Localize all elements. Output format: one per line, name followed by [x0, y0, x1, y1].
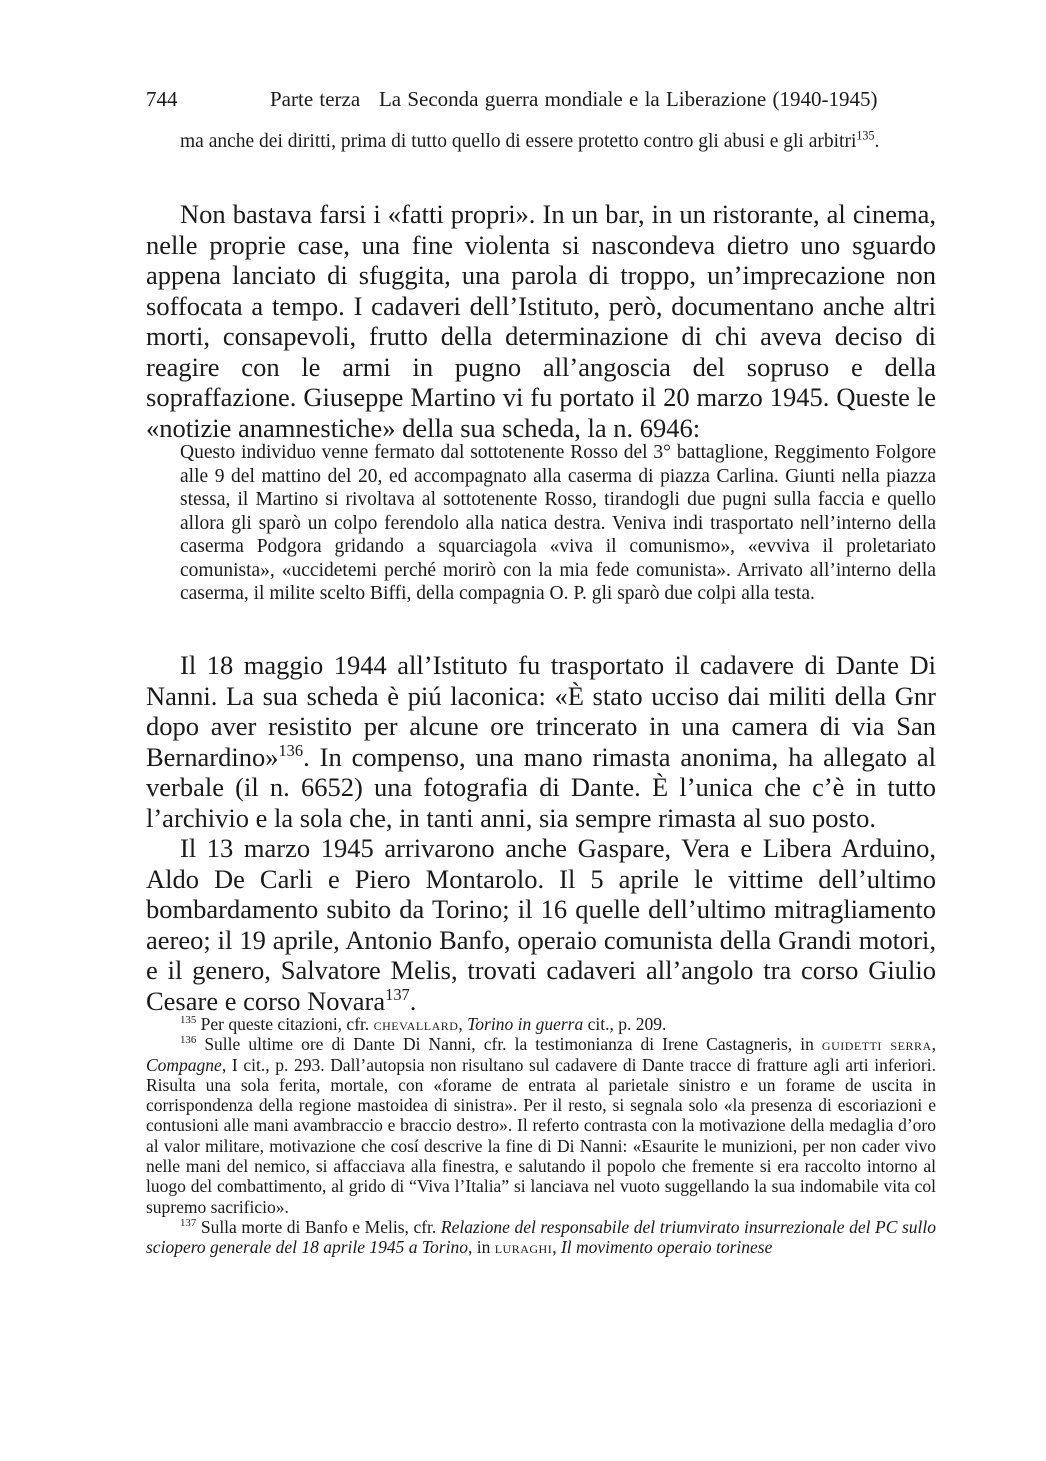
- footnote-number: 135: [180, 1014, 197, 1027]
- footnote-separator: ,: [552, 1237, 561, 1258]
- footnote-text: , I cit., p. 293. Dall’autopsia non risultano sul cadavere di Dante tracce di fratture agli arti inferiori. Risulta una sola ferita, mortale, con «forame de entrata al parietale sinistro e un forame de uscita in corrispondenza della regione mastoidea di sinistra». Per il resto, si segnala solo «la presenza di escoriazioni e contusioni alle mani avambraccio e braccio destro». Il referto contrasta con la motivazione della medaglia d’oro al valor militare, motivazione che cosí descrive la fine di Di Nanni: «Esaurite le munizioni, per non cader vivo nelle mani del nemico, si affacciava alla finestra, e salutando il popolo che fremente si era raccolto intorno al luogo del combattimento, al grido di “Viva l’Italia” si lanciava nel vuoto suggellando la sua indomabile vita col supremo sacrificio».: [146, 1054, 936, 1217]
- footnote-137: [146, 1217, 936, 1258]
- footnote-136: [146, 1034, 936, 1217]
- paragraph-2-text-a: Il 18 maggio 1944 all’Istituto fu trasportato il cadavere di Dante Di Nanni. La sua scheda è piú laconica: «È stato ucciso dai militi della Gnr dopo aver resistito per alcune ore trincerato in una camera di via San Bernardino»: [146, 650, 936, 772]
- footnotes: [146, 1014, 936, 1258]
- block-quote-continued: [180, 130, 936, 154]
- footnote-ref-137: 137: [385, 984, 410, 1004]
- body-paragraph-1: Non bastava farsi i «fatti propri». In un bar, in un ristorante, al cinema, nelle proprie case, una fine violenta si nascondeva dietro uno sguardo appena lanciato di sfuggita, una parola di troppo, un’imprecazione non soffocata a tempo. I cadaveri dell’Istituto, però, documentano anche altri morti, consapevoli, frutto della determinazione di chi aveva deciso di reagire con le armi in pugno all’angoscia del sopruso e della sopraffazione. Giuseppe Martino vi fu portato il 20 marzo 1945. Queste le «notizie anamnestiche» della sua scheda, la n. 6946:: [146, 199, 936, 443]
- quote-text: ma anche dei diritti, prima di tutto quello di essere protetto contro gli abusi e gli arbitri: [180, 131, 857, 152]
- footnote-ref-135: 135: [856, 128, 875, 143]
- footnote-title: Torino in guerra: [467, 1014, 584, 1034]
- paragraph-2-text-b: . In compenso, una mano rimasta anonima, ha allegato al verbale (il n. 6652) una fotografia di Dante. È l’unica che c’è in tutto l’archivio e la sola che, in tanti anni, sia sempre rimasta al suo posto.: [146, 741, 936, 833]
- footnote-title: Compagne: [146, 1054, 222, 1075]
- footnote-separator: ,: [458, 1014, 468, 1034]
- footnote-number: 137: [180, 1217, 197, 1230]
- footnote-author: chevallard: [373, 1014, 459, 1034]
- page-number: 744: [146, 87, 178, 111]
- footnote-text: Sulla morte di Banfo e Melis, cfr.: [196, 1216, 441, 1237]
- paragraph-3-text: Il 13 marzo 1945 arrivarono anche Gaspare, Vera e Libera Arduino, Aldo De Carli e Piero Montarolo. Il 5 aprile le vittime dell’ultimo bombardamento subito da Torino; il 16 quelle dell’ultimo mitragliamento aereo; il 19 aprile, Antonio Banfo, operaio comunista della Grandi motori, e il genero, Salvatore Melis, trovati cadaveri all’angolo tra corso Giulio Cesare e corso Novara: [146, 833, 936, 1016]
- block-quote-martino: Questo individuo venne fermato dal sottotenente Rosso del 3° battaglione, Reggimento Folgore alle 9 del mattino del 20, ed accompagnato alla caserma di piazza Carlina. Giunti nella piazza stessa, il Martino si rivoltava al sottotenente Rosso, tirandogli due pugni sulla faccia e quello allora gli sparò un colpo ferendolo alla natica destra. Veniva indi trasportato nell’interno della caserma Podgora gridando a squarciagola «viva il comunismo», «evviva il proletariato comunista», «uccidetemi perché morirò con la mia fede comunista». Arrivato all’interno della caserma, il milite scelto Biffi, della compagnia O. P. gli sparò due colpi alla testa.: [180, 442, 936, 604]
- body-section-2: [146, 650, 936, 1016]
- quote-end: .: [874, 131, 880, 152]
- body-paragraph-2: [146, 650, 936, 833]
- body-paragraph-3: [146, 833, 936, 1016]
- footnote-separator: ,: [931, 1034, 936, 1055]
- footnote-text: Per queste citazioni, cfr.: [196, 1014, 374, 1034]
- footnote-ref-136: 136: [278, 740, 304, 760]
- running-title: Parte terza La Seconda guerra mondiale e la Liberazione (1940-1945): [270, 87, 878, 111]
- footnote-text: cit., p. 209.: [583, 1014, 667, 1034]
- footnote-text: Sulle ultime ore di Dante Di Nanni, cfr. la testimonianza di Irene Castagneris, in: [196, 1034, 822, 1055]
- footnote-number: 136: [180, 1034, 197, 1047]
- footnote-author: luraghi: [494, 1237, 553, 1258]
- footnote-135: [146, 1014, 936, 1034]
- paragraph-3-end: .: [409, 985, 417, 1016]
- footnote-title-2: Il movimento operaio torinese: [560, 1237, 773, 1258]
- footnote-text: , in: [467, 1237, 495, 1258]
- footnote-title: Relazione del responsabile del triumvirato insurrezionale del PC sullo sciopero generale del 18 aprile 1945 a Torino: [146, 1216, 936, 1258]
- footnote-author: guidetti serra: [821, 1034, 932, 1055]
